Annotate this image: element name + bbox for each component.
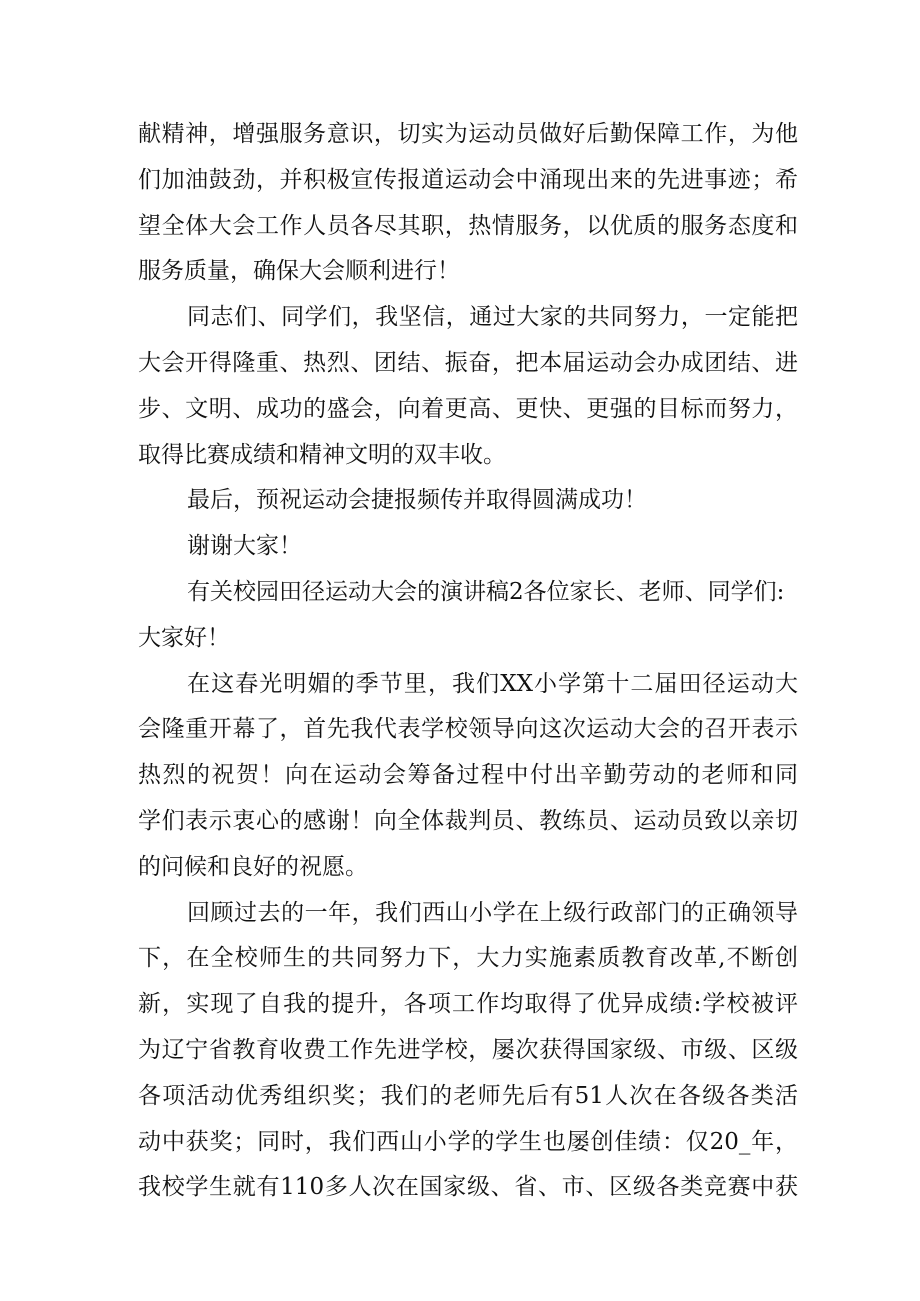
text-line: 在这春光明媚的季节里，我们XX小学第十二届田径运动大 <box>187 670 798 697</box>
text-line: 我校学生就有110多人次在国家级、省、市、区级各类竞赛中获 <box>138 1174 798 1201</box>
text-line: 步、文明、成功的盛会，向着更高、更快、更强的目标而努力， <box>138 395 798 422</box>
text-line: 学们表示衷心的感谢！向全体裁判员、教练员、运动员致以亲切 <box>138 807 798 834</box>
text-line: 动中获奖；同时，我们西山小学的学生也屡创佳绩：仅20_年， <box>138 1128 798 1155</box>
document-body <box>138 112 798 1211</box>
text-line: 望全体大会工作人员各尽其职，热情服务，以优质的服务态度和 <box>138 212 798 239</box>
text-line: 为辽宁省教育收费工作先进学校，屡次获得国家级、市级、区级 <box>138 1036 798 1063</box>
text-line: 有关校园田径运动大会的演讲稿2各位家长、老师、同学们: <box>187 578 785 605</box>
text-line: 大会开得隆重、热烈、团结、振奋，把本届运动会办成团结、进 <box>138 349 798 376</box>
text-line: 最后，预祝运动会捷报频传并取得圆满成功！ <box>187 487 647 514</box>
text-line: 的问候和良好的祝愿。 <box>138 853 368 880</box>
text-line: 下，在全校师生的共同努力下，大力实施素质教育改革,不断创 <box>138 945 798 972</box>
text-line: 各项活动优秀组织奖；我们的老师先后有51人次在各级各类活 <box>138 1082 798 1109</box>
text-line: 取得比赛成绩和精神文明的双丰收。 <box>138 441 506 468</box>
text-line: 热烈的祝贺！向在运动会筹备过程中付出辛勤劳动的老师和同 <box>138 762 798 789</box>
text-line: 大家好！ <box>138 624 230 651</box>
text-line: 们加油鼓劲，并积极宣传报道运动会中涌现出来的先进事迹；希 <box>138 166 798 193</box>
text-line: 会隆重开幕了，首先我代表学校领导向这次运动大会的召开表示 <box>138 716 798 743</box>
text-line: 同志们、同学们，我坚信，通过大家的共同努力，一定能把 <box>187 304 798 331</box>
text-line: 回顾过去的一年，我们西山小学在上级行政部门的正确领导 <box>187 899 798 926</box>
text-line: 谢谢大家！ <box>187 533 302 560</box>
text-line: 献精神，增强服务意识，切实为运动员做好后勤保障工作，为他 <box>138 121 798 147</box>
text-line: 服务质量，确保大会顺利进行！ <box>138 258 460 285</box>
text-line: 新，实现了自我的提升，各项工作均取得了优异成绩:学校被评 <box>138 991 798 1018</box>
